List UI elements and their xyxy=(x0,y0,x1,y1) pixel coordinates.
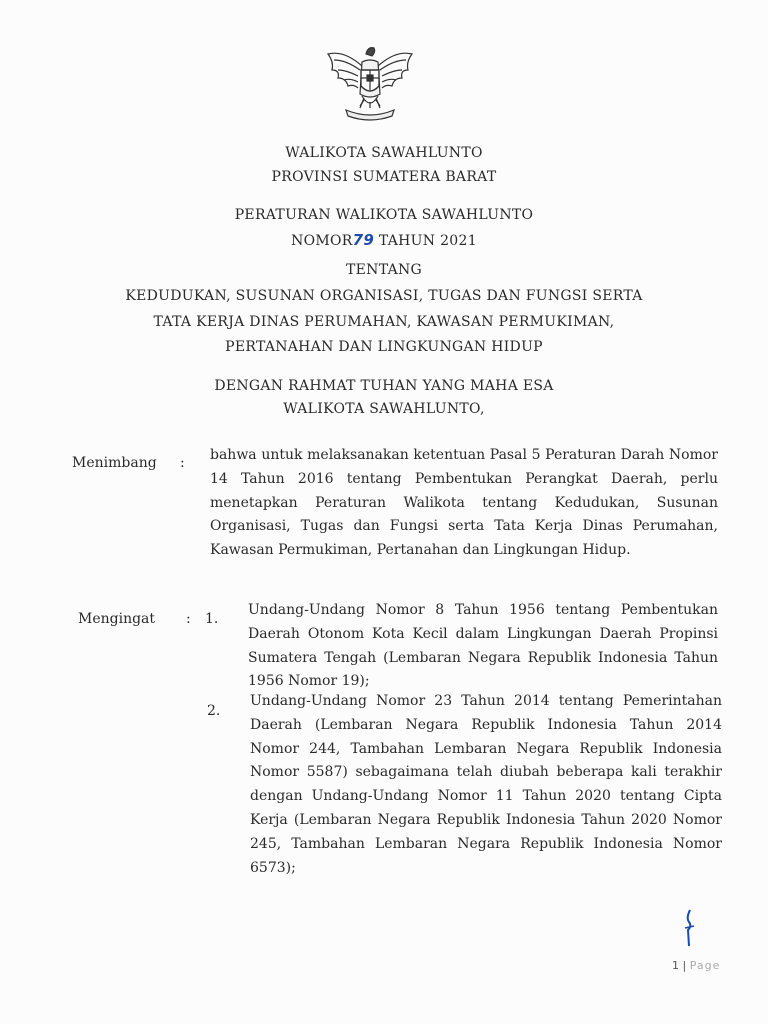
signature-initial-icon xyxy=(680,908,698,948)
footer-separator: | xyxy=(682,959,687,972)
menimbang-text: bahwa untuk melaksanakan ketentuan Pasal 5 Peraturan Darah Nomor 14 Tahun 2016 tentang Pembentukan Perangkat Daerah, perlu menetapkan Peraturan Walikota tentang Kedudukan, Susunan Organisasi, Tugas dan Fungsi serta Tata Kerja Dinas Perumahan, Kawasan Permukiman, Pertanahan dan Lingkungan Hidup. xyxy=(210,447,718,559)
tentang-heading: TENTANG xyxy=(345,262,423,278)
list-item-number: 2. xyxy=(207,703,221,719)
authority-line: WALIKOTA SAWAHLUNTO, xyxy=(283,401,485,417)
regulation-title: PERATURAN WALIKOTA SAWAHLUNTO xyxy=(234,207,534,223)
page-number: 1 xyxy=(672,959,679,972)
blessing-line: DENGAN RAHMAT TUHAN YANG MAHA ESA xyxy=(214,378,554,394)
mengingat-colon: : xyxy=(186,611,191,627)
list-item-text: Undang-Undang Nomor 8 Tahun 1956 tentang Pembentukan Daerah Otonom Kota Kecil dalam Lingkungan Daerah Propinsi Sumatera Tengah (Lembaran Negara Republik Indonesia Tahun 1956 Nomor 19); xyxy=(248,602,718,690)
regulation-number xyxy=(0,231,768,249)
subject-line: TATA KERJA DINAS PERUMAHAN, KAWASAN PERMUKIMAN, xyxy=(153,314,615,330)
menimbang-label: Menimbang xyxy=(72,455,157,471)
page-word: Page xyxy=(689,959,721,972)
handwritten-number: 79 xyxy=(352,231,375,249)
list-item-number: 1. xyxy=(205,611,219,627)
garuda-emblem-icon xyxy=(322,40,418,124)
issuer-title: WALIKOTA SAWAHLUNTO xyxy=(285,145,483,161)
subject-line: PERTANAHAN DAN LINGKUNGAN HIDUP xyxy=(225,339,543,355)
nomor-suffix: TAHUN 2021 xyxy=(374,233,477,249)
province-title: PROVINSI SUMATERA BARAT xyxy=(271,169,497,185)
menimbang-colon: : xyxy=(180,455,185,471)
list-item-text: Undang-Undang Nomor 23 Tahun 2014 tentang Pemerintahan Daerah (Lembaran Negara Republik Indonesia Tahun 2014 Nomor 244, Tambahan Lembaran Negara Republik Indonesia Nomor 5587) sebagaimana telah diubah beberapa kali terakhir dengan Undang-Undang Nomor 11 Tahun 2020 tentang Cipta Kerja (Lembaran Negara Republik Indonesia Tahun 2020 Nomor 245, Tambahan Lembaran Negara Republik Indonesia Nomor 6573); xyxy=(250,693,722,876)
subject-line: KEDUDUKAN, SUSUNAN ORGANISASI, TUGAS DAN FUNGSI SERTA xyxy=(125,288,643,304)
page-footer xyxy=(672,959,720,972)
nomor-prefix: NOMOR xyxy=(291,233,353,249)
mengingat-label: Mengingat xyxy=(78,611,156,627)
